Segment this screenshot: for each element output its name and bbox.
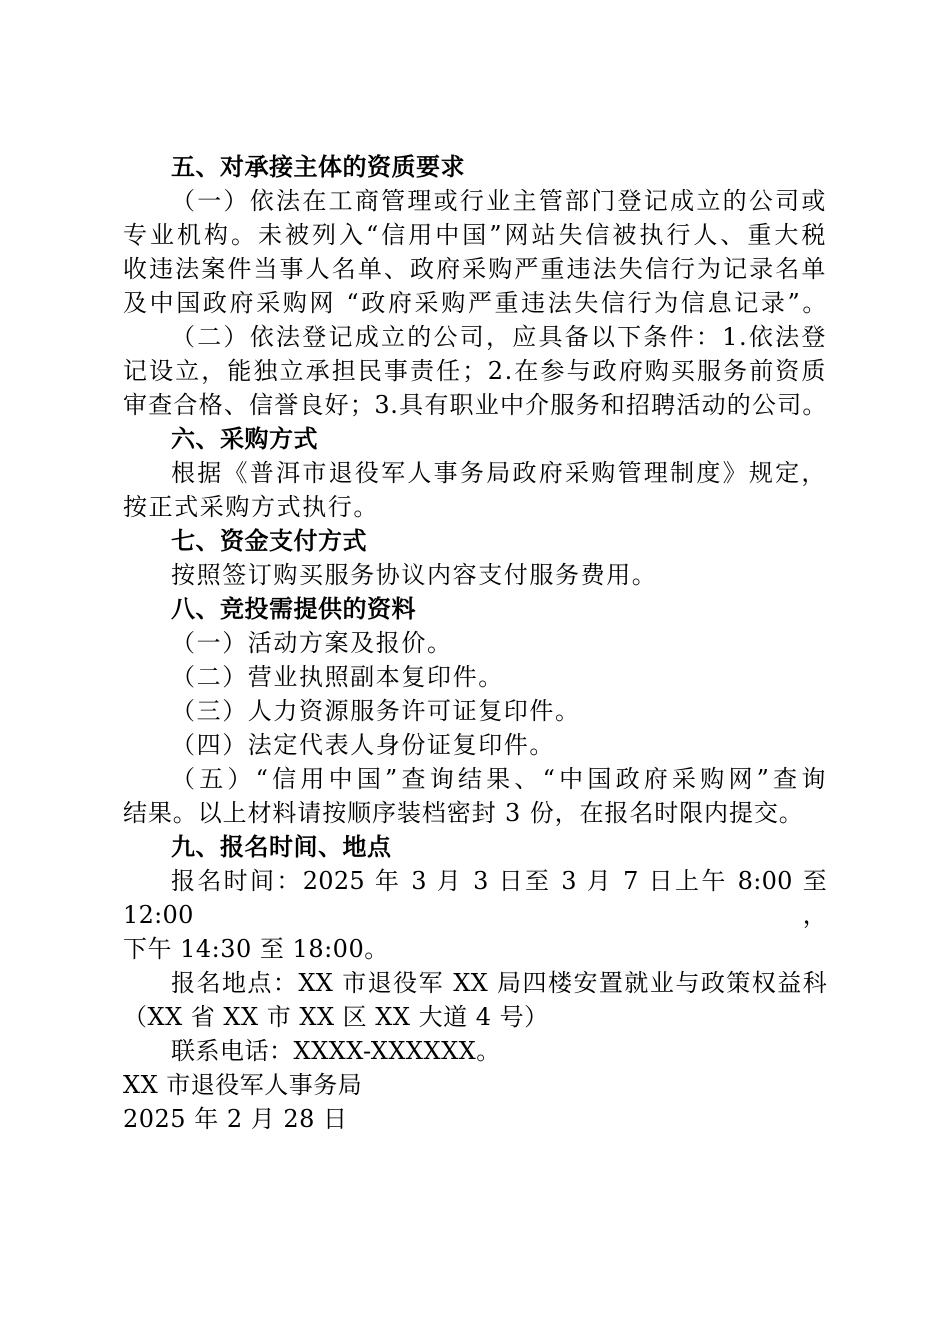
registration-time: 报名时间：2025 年 3 月 3 日至 3 月 7 日上午 8:00 至 12:00， xyxy=(123,867,827,929)
paragraph-line: （一）依法在工商管理或行业主管部门登记成立的公司或 xyxy=(171,187,827,215)
section-heading-required-materials: 八、竞投需提供的资料 xyxy=(171,595,416,623)
paragraph-line: 按正式采购方式执行。 xyxy=(123,493,379,521)
paragraph-line: 收违法案件当事人名单、政府采购严重违法失信行为记录名单 xyxy=(123,255,827,283)
list-item: （四）法定代表人身份证复印件。 xyxy=(171,731,555,759)
paragraph-line: 审查合格、信誉良好；3.具有职业中介服务和招聘活动的公司。 xyxy=(123,391,827,419)
section-heading-qualifications: 五、对承接主体的资质要求 xyxy=(171,153,465,181)
signature-organization: XX 市退役军人事务局 xyxy=(123,1071,363,1099)
paragraph-line: 按照签订购买服务协议内容支付服务费用。 xyxy=(171,561,658,589)
list-item: （二）营业执照副本复印件。 xyxy=(171,663,504,691)
paragraph-line: 专业机构。未被列入“信用中国”网站失信被执行人、重大税 xyxy=(123,221,827,249)
paragraph-line: 记设立，能独立承担民事责任；2.在参与政府购买服务前资质 xyxy=(123,357,827,385)
contact-phone: 联系电话：XXXX-XXXXXX。 xyxy=(171,1037,501,1065)
section-heading-payment-method: 七、资金支付方式 xyxy=(171,527,367,555)
paragraph-line: （XX 省 XX 市 XX 区 XX 大道 4 号） xyxy=(123,1003,549,1031)
list-item: （三）人力资源服务许可证复印件。 xyxy=(171,697,581,725)
paragraph-line: 下午 14:30 至 18:00。 xyxy=(123,935,389,963)
paragraph-line: 及中国政府采购网 “政府采购严重违法失信行为信息记录”。 xyxy=(123,289,827,317)
section-heading-procurement-method: 六、采购方式 xyxy=(171,425,318,453)
list-item: （五）“信用中国”查询结果、“中国政府采购网”查询 xyxy=(171,765,827,793)
paragraph-line: 结果。以上材料请按顺序装档密封 3 份，在报名时限内提交。 xyxy=(123,799,804,827)
document-body xyxy=(123,150,827,1136)
signature-date: 2025 年 2 月 28 日 xyxy=(123,1105,348,1133)
list-item: （一）活动方案及报价。 xyxy=(171,629,453,657)
paragraph-line: 根据《普洱市退役军人事务局政府采购管理制度》规定， xyxy=(171,459,827,487)
registration-location: 报名地点：XX 市退役军 XX 局四楼安置就业与政策权益科 xyxy=(171,969,827,997)
paragraph-line: （二）依法登记成立的公司，应具备以下条件：1.依法登 xyxy=(171,323,827,351)
section-heading-registration: 九、报名时间、地点 xyxy=(171,833,392,861)
